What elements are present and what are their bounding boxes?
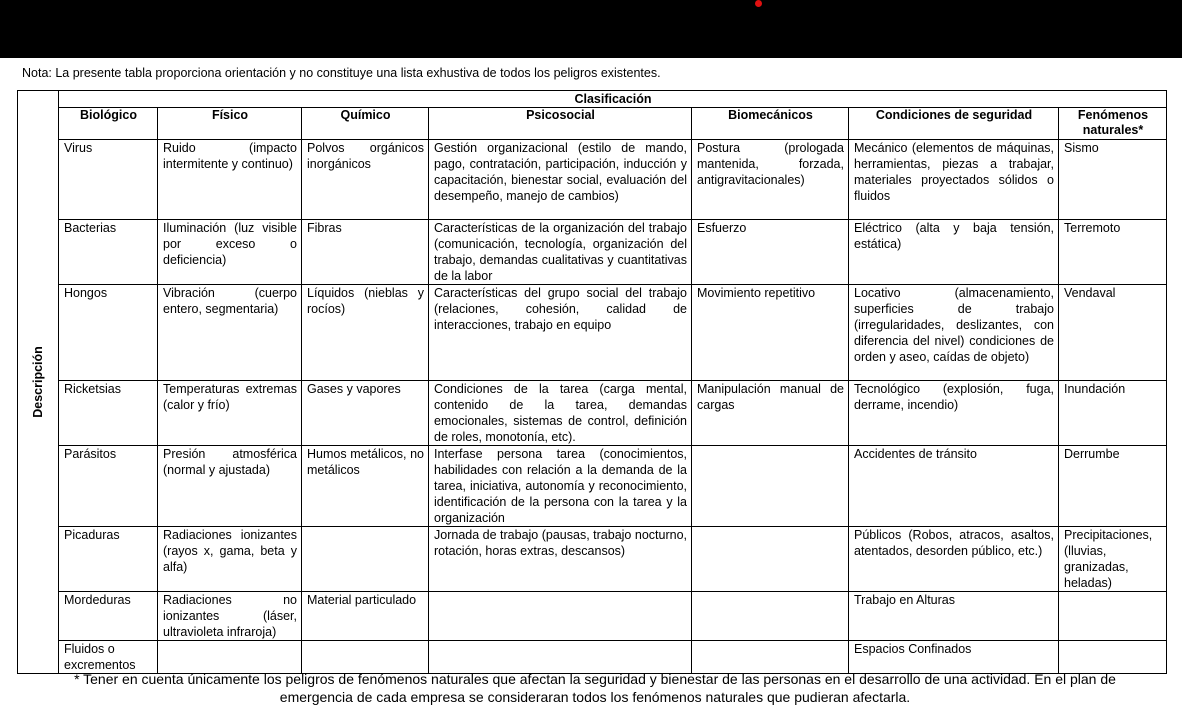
table-cell: Virus — [59, 140, 158, 220]
col-header-biologico: Biológico — [59, 108, 158, 140]
table-cell — [692, 527, 849, 592]
table-cell — [692, 641, 849, 674]
table-cell: Tecnológico (explosión, fuga, derrame, incendio) — [849, 381, 1059, 446]
table-cell: Radiaciones no ionizantes (láser, ultravioleta infraroja) — [158, 592, 302, 641]
table-cell: Líquidos (nieblas y rocíos) — [302, 285, 429, 381]
table-cell: Derrumbe — [1059, 446, 1167, 527]
row-header-descripcion — [18, 91, 59, 674]
col-header-quimico: Químico — [302, 108, 429, 140]
table-cell: Trabajo en Alturas — [849, 592, 1059, 641]
table-cell — [429, 641, 692, 674]
table-cell — [692, 446, 849, 527]
table-cell: Gases y vapores — [302, 381, 429, 446]
table-cell: Iluminación (luz visible por exceso o deficiencia) — [158, 220, 302, 285]
table-row — [18, 592, 1167, 641]
table-cell: Terremoto — [1059, 220, 1167, 285]
table-cell: Inundación — [1059, 381, 1167, 446]
note-text: Nota: La presente tabla proporciona orientación y no constituye una lista exhustiva de todos los peligros existentes. — [22, 66, 661, 80]
table-cell: Parásitos — [59, 446, 158, 527]
group-header-clasificacion: Clasificación — [59, 91, 1167, 108]
table-cell: Manipulación manual de cargas — [692, 381, 849, 446]
table-row — [18, 220, 1167, 285]
col-header-fenomenos-naturales: Fenómenos naturales* — [1059, 108, 1167, 140]
col-header-condiciones-seguridad: Condiciones de seguridad — [849, 108, 1059, 140]
table-cell: Públicos (Robos, atracos, asaltos, atentados, desorden público, etc.) — [849, 527, 1059, 592]
table-cell: Locativo (almacenamiento, superficies de trabajo (irregularidades, deslizantes, con diferencia del nivel) condiciones de orden y aseo, caídas de objeto) — [849, 285, 1059, 381]
table-row — [18, 446, 1167, 527]
table-cell — [302, 641, 429, 674]
table-cell — [302, 527, 429, 592]
table-cell — [1059, 592, 1167, 641]
table-cell — [1059, 641, 1167, 674]
top-black-band — [0, 0, 1182, 58]
table-cell: Picaduras — [59, 527, 158, 592]
table-cell: Eléctrico (alta y baja tensión, estática) — [849, 220, 1059, 285]
table-cell — [692, 592, 849, 641]
table-cell: Radiaciones ionizantes (rayos x, gama, beta y alfa) — [158, 527, 302, 592]
table-cell: Vibración (cuerpo entero, segmentaria) — [158, 285, 302, 381]
table-cell: Fibras — [302, 220, 429, 285]
table-cell: Movimiento repetitivo — [692, 285, 849, 381]
table-cell: Hongos — [59, 285, 158, 381]
table-cell — [429, 592, 692, 641]
table-cell: Postura (prologada mantenida, forzada, antigravitacionales) — [692, 140, 849, 220]
table-cell: Fluidos o excrementos — [59, 641, 158, 674]
cursor-dot — [755, 0, 762, 7]
table-cell: Gestión organizacional (estilo de mando, pago, contratación, participación, inducción y capacitación, bienestar social, evaluación del desempeño, manejo de cambios) — [429, 140, 692, 220]
table-cell: Polvos orgánicos inorgánicos — [302, 140, 429, 220]
table-cell: Bacterias — [59, 220, 158, 285]
table-cell: Humos metálicos, no metálicos — [302, 446, 429, 527]
hazard-classification-table — [17, 90, 1167, 674]
table-cell: Mordeduras — [59, 592, 158, 641]
table-cell: Sismo — [1059, 140, 1167, 220]
table-cell: Características del grupo social del trabajo (relaciones, cohesión, calidad de interacciones, trabajo en equipo — [429, 285, 692, 381]
table-cell: Interfase persona tarea (conocimientos, habilidades con relación a la demanda de la tarea, iniciativa, autonomía y reconocimiento, identificación de la persona con la tarea y la organización — [429, 446, 692, 527]
table-cell: Ricketsias — [59, 381, 158, 446]
table-row — [18, 527, 1167, 592]
table-row — [18, 381, 1167, 446]
table-cell: Vendaval — [1059, 285, 1167, 381]
col-header-biomecanicos: Biomecánicos — [692, 108, 849, 140]
table-cell: Características de la organización del trabajo (comunicación, tecnología, organización del trabajo, demandas cualitativas y cuantitativas de la labor — [429, 220, 692, 285]
table-cell: Precipitaciones, (lluvias, granizadas, heladas) — [1059, 527, 1167, 592]
table-cell: Temperaturas extremas (calor y frío) — [158, 381, 302, 446]
table-cell: Espacios Confinados — [849, 641, 1059, 674]
table-row — [18, 285, 1167, 381]
col-header-fisico: Físico — [158, 108, 302, 140]
table-cell: Mecánico (elementos de máquinas, herramientas, piezas a trabajar, materiales proyectados sólidos o fluidos — [849, 140, 1059, 220]
table-cell: Ruido (impacto intermitente y continuo) — [158, 140, 302, 220]
table-cell: Esfuerzo — [692, 220, 849, 285]
table-cell: Presión atmosférica (normal y ajustada) — [158, 446, 302, 527]
col-header-psicosocial: Psicosocial — [429, 108, 692, 140]
table-cell: Material particulado — [302, 592, 429, 641]
footnote-text: * Tener en cuenta únicamente los peligros de fenómenos naturales que afectan la seguridad y bienestar de las personas en el desarrollo de una actividad. En el plan de emergencia de cada empresa se consideraran todos los fenómenos naturales que pudieran afectarla. — [74, 671, 1116, 705]
row-header-label: Descripción — [31, 346, 45, 418]
table-cell — [158, 641, 302, 674]
table-cell: Jornada de trabajo (pausas, trabajo nocturno, rotación, horas extras, descansos) — [429, 527, 692, 592]
table-row — [18, 140, 1167, 220]
table-cell: Condiciones de la tarea (carga mental, contenido de la tarea, demandas emocionales, sistemas de control, definición de roles, monotonía, etc). — [429, 381, 692, 446]
table-cell: Accidentes de tránsito — [849, 446, 1059, 527]
table-row — [18, 641, 1167, 674]
